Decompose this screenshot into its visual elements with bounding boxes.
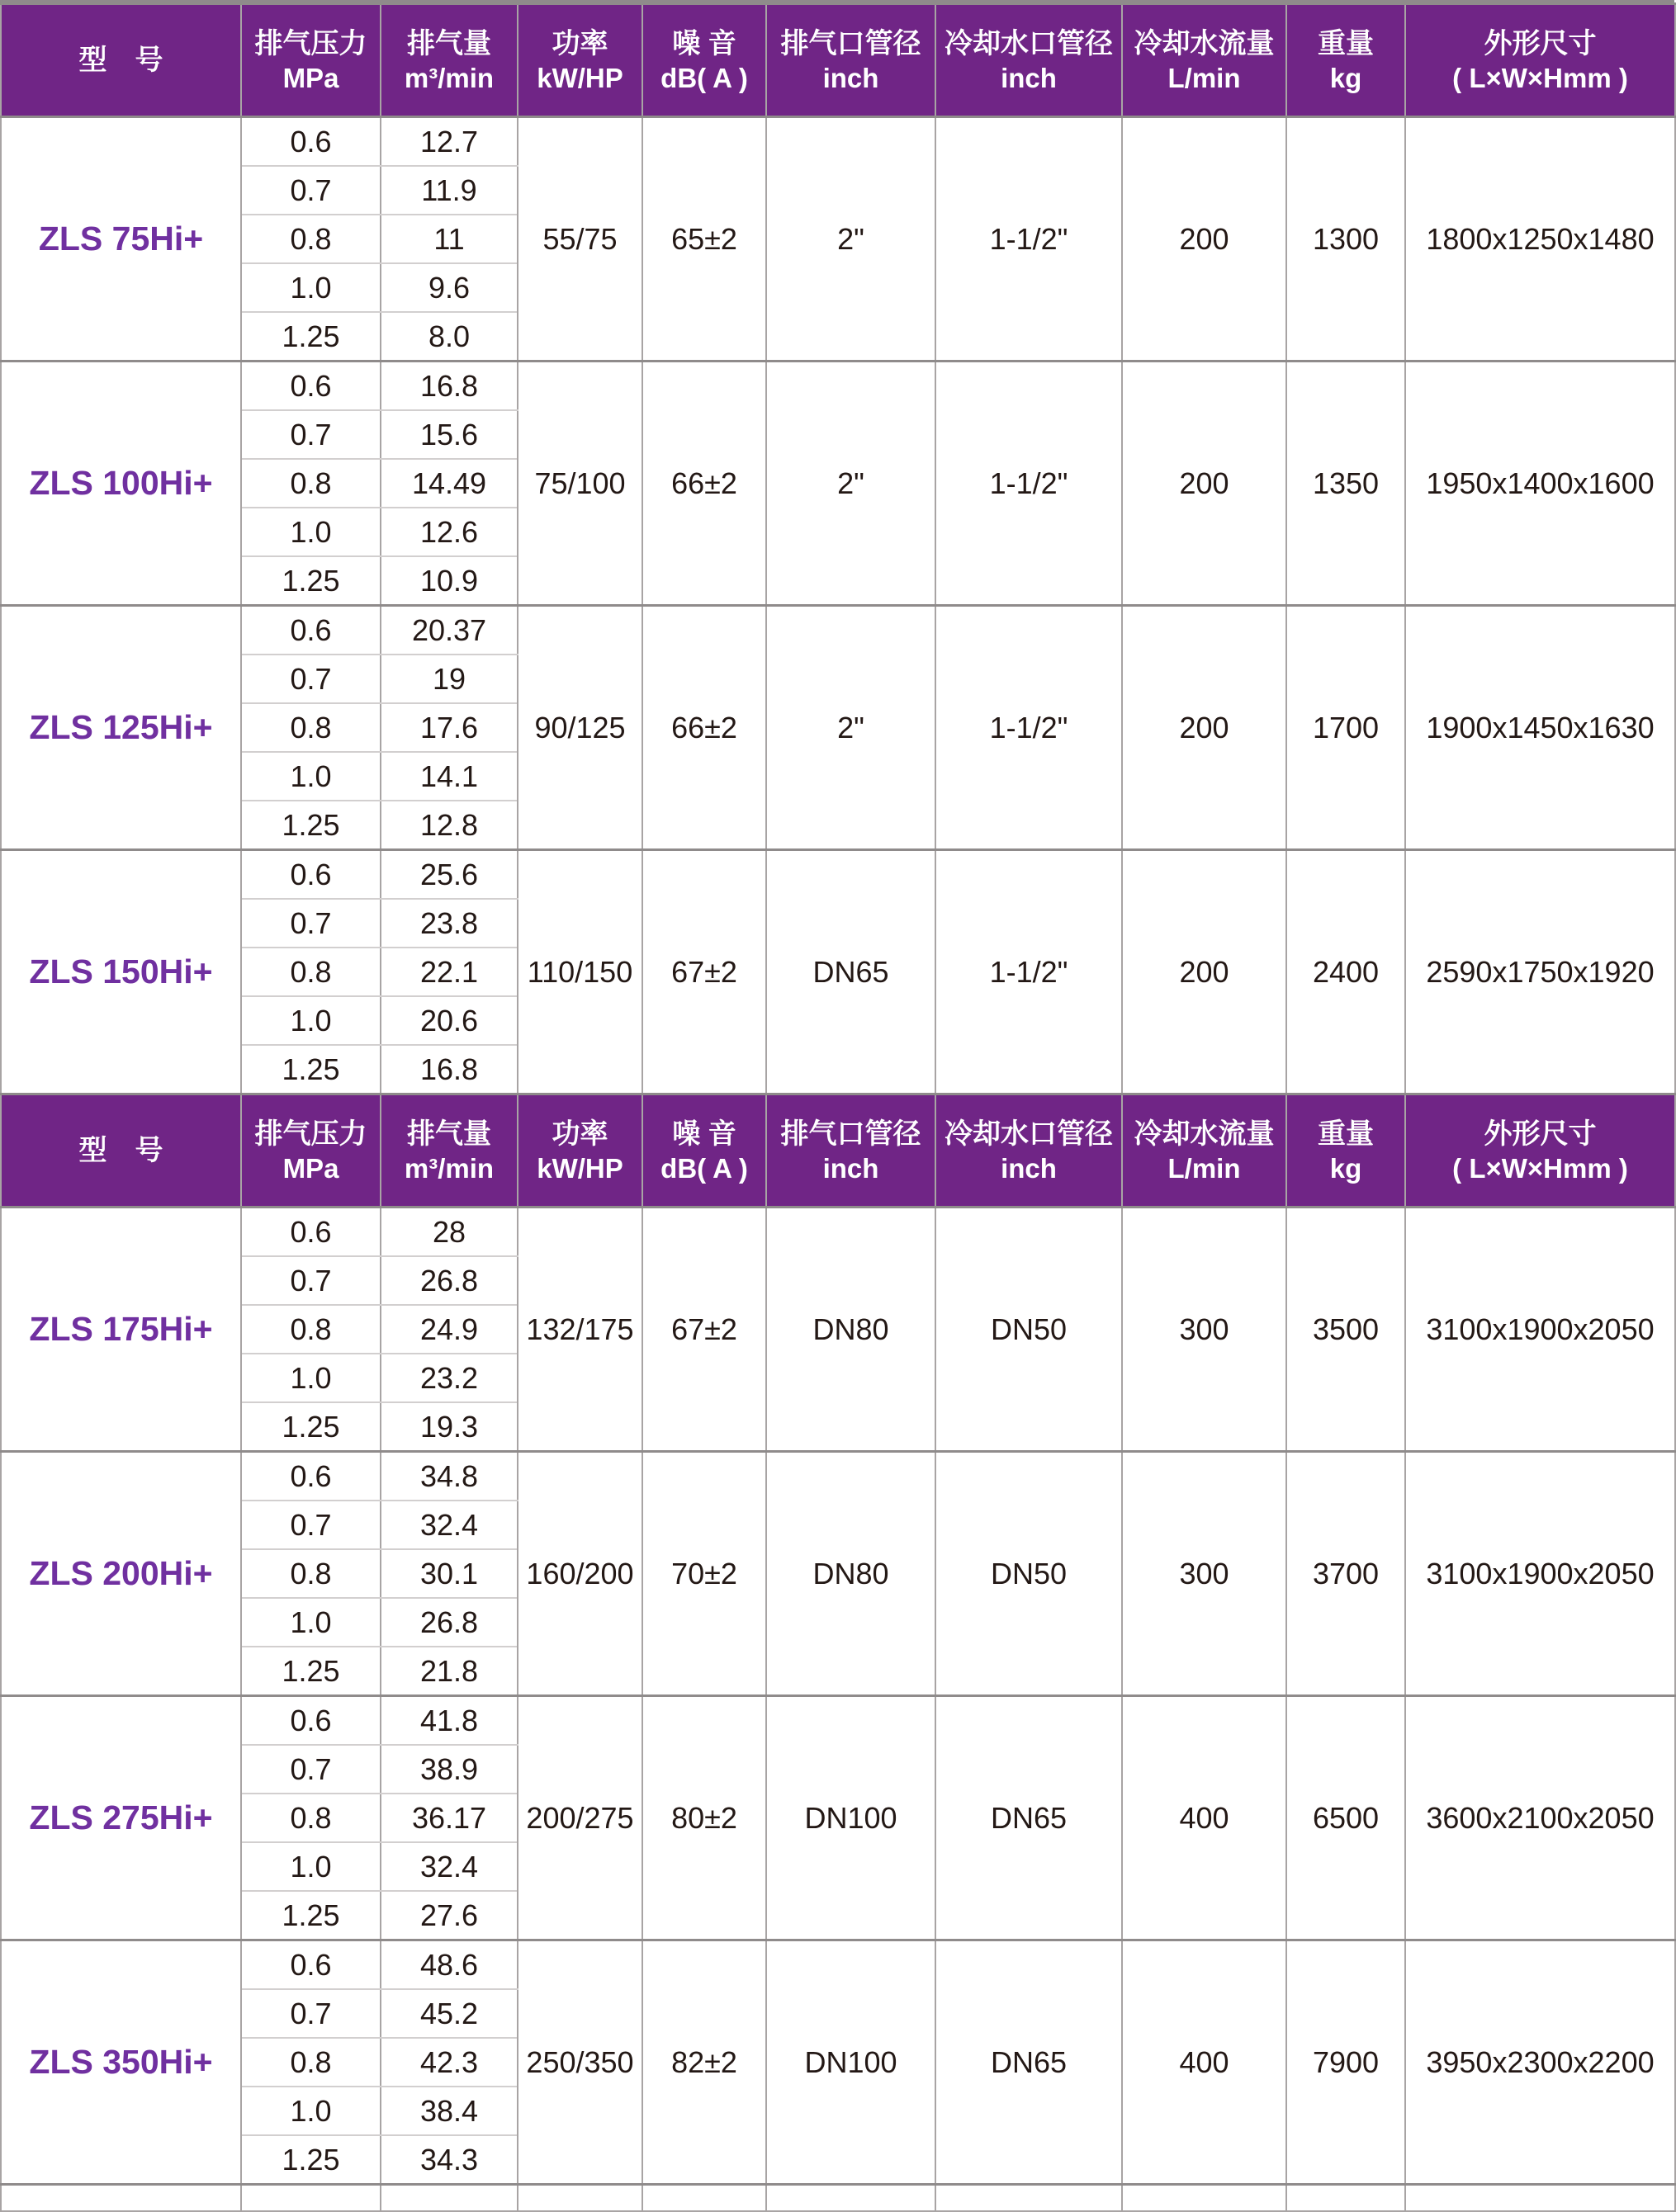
noise-cell: 67±2 [642,1208,766,1452]
power-cell: 250/350 [518,1940,642,2185]
weight-cell: 1300 [1286,117,1405,362]
flow-cell: 9.6 [381,263,518,312]
pressure-cell: 1.0 [241,1598,381,1647]
column-header-4 [642,4,766,117]
noise-cell: 80±2 [642,1696,766,1940]
flow-cell: 12.6 [381,508,518,556]
pressure-cell: 0.8 [241,1549,381,1598]
stub-cell [1405,2185,1675,2212]
column-header-zh: 型 号 [78,44,163,76]
cooling-flow-cell: 200 [1122,362,1286,606]
dimensions-cell: 3600x2100x2050 [1405,1696,1675,1940]
noise-cell: 70±2 [642,1452,766,1696]
column-header-en: m³/min [404,1153,495,1184]
outlet-diameter-cell: DN100 [766,1696,935,1940]
dimensions-cell: 3100x1900x2050 [1405,1452,1675,1696]
pressure-cell: 0.7 [241,1745,381,1794]
column-header-zh: 排气口管径 [780,1118,921,1151]
cooling-port-diameter-cell: 1-1/2" [935,606,1122,850]
pressure-cell: 1.25 [241,556,381,606]
flow-cell: 32.4 [381,1501,518,1549]
column-header-zh: 排气压力 [254,1118,367,1151]
noise-cell: 67±2 [642,850,766,1094]
cooling-port-diameter-cell: DN50 [935,1452,1122,1696]
column-header-en: dB( A ) [660,1153,748,1184]
column-header-zh: 重量 [1318,28,1374,60]
column-header-en: kW/HP [537,1153,623,1184]
column-header-en: kW/HP [537,63,623,94]
pressure-cell: 0.6 [241,850,381,900]
model-cell: ZLS 275Hi+ [1,1696,241,1940]
pressure-cell: 0.7 [241,1989,381,2038]
column-header-en: ( L×W×Hmm ) [1452,63,1628,94]
pressure-cell: 0.6 [241,362,381,411]
header-row [1,1094,1675,1208]
cooling-port-diameter-cell: DN65 [935,1696,1122,1940]
cooling-flow-cell: 200 [1122,117,1286,362]
column-header-1 [241,4,381,117]
pressure-cell: 0.6 [241,1452,381,1501]
column-header-en: inch [822,1153,879,1184]
weight-cell: 7900 [1286,1940,1405,2185]
weight-cell: 2400 [1286,850,1405,1094]
pressure-cell: 0.7 [241,655,381,703]
column-header-2 [381,4,518,117]
pressure-cell: 0.8 [241,1305,381,1354]
column-header-7 [1122,1094,1286,1208]
pressure-cell: 1.0 [241,2087,381,2135]
stub-cell [241,2185,381,2212]
stub-cell [766,2185,935,2212]
pressure-cell: 1.25 [241,1402,381,1452]
cooling-flow-cell: 200 [1122,606,1286,850]
pressure-cell: 0.7 [241,899,381,948]
column-header-3 [518,4,642,117]
column-header-9 [1405,1094,1675,1208]
outlet-diameter-cell: 2" [766,117,935,362]
cooling-flow-cell: 400 [1122,1696,1286,1940]
dimensions-cell: 1800x1250x1480 [1405,117,1675,362]
flow-cell: 36.17 [381,1794,518,1842]
dimensions-cell: 1900x1450x1630 [1405,606,1675,850]
pressure-cell: 0.7 [241,1501,381,1549]
column-header-en: MPa [282,1153,339,1184]
weight-cell: 6500 [1286,1696,1405,1940]
stub-cell [1286,2185,1405,2212]
spec-row [1,850,1675,900]
flow-cell: 19.3 [381,1402,518,1452]
flow-cell: 42.3 [381,2038,518,2087]
column-header-zh: 冷却水口管径 [945,1118,1113,1151]
spec-row [1,1452,1675,1501]
dimensions-cell: 3950x2300x2200 [1405,1940,1675,2185]
outlet-diameter-cell: 2" [766,362,935,606]
flow-cell: 30.1 [381,1549,518,1598]
outlet-diameter-cell: DN100 [766,1940,935,2185]
column-header-zh: 外形尺寸 [1484,28,1597,60]
column-header-4 [642,1094,766,1208]
pressure-cell: 1.0 [241,508,381,556]
column-header-zh: 排气量 [407,1118,491,1151]
model-cell: ZLS 100Hi+ [1,362,241,606]
pressure-cell: 1.25 [241,2135,381,2185]
column-header-1 [241,1094,381,1208]
column-header-2 [381,1094,518,1208]
flow-cell: 15.6 [381,410,518,459]
column-header-en: MPa [282,63,339,94]
column-header-zh: 排气压力 [254,28,367,60]
power-cell: 132/175 [518,1208,642,1452]
column-header-en: inch [1001,1153,1057,1184]
weight-cell: 3700 [1286,1452,1405,1696]
header-row [1,4,1675,117]
power-cell: 110/150 [518,850,642,1094]
flow-cell: 14.1 [381,752,518,801]
model-cell: ZLS 175Hi+ [1,1208,241,1452]
model-cell: ZLS 75Hi+ [1,117,241,362]
outlet-diameter-cell: DN80 [766,1208,935,1452]
flow-cell: 16.8 [381,362,518,411]
model-cell: ZLS 200Hi+ [1,1452,241,1696]
column-header-zh: 重量 [1318,1118,1374,1151]
weight-cell: 1350 [1286,362,1405,606]
pressure-cell: 0.8 [241,703,381,752]
flow-cell: 28 [381,1208,518,1257]
flow-cell: 45.2 [381,1989,518,2038]
column-header-0 [1,4,241,117]
flow-cell: 22.1 [381,948,518,996]
flow-cell: 26.8 [381,1598,518,1647]
spec-row [1,362,1675,411]
stub-row [1,2185,1675,2212]
outlet-diameter-cell: 2" [766,606,935,850]
outlet-diameter-cell: DN65 [766,850,935,1094]
column-header-0 [1,1094,241,1208]
spec-row [1,117,1675,167]
stub-cell [935,2185,1122,2212]
model-cell: ZLS 150Hi+ [1,850,241,1094]
outlet-diameter-cell: DN80 [766,1452,935,1696]
flow-cell: 26.8 [381,1256,518,1305]
flow-cell: 20.6 [381,996,518,1045]
dimensions-cell: 3100x1900x2050 [1405,1208,1675,1452]
weight-cell: 3500 [1286,1208,1405,1452]
pressure-cell: 1.25 [241,312,381,362]
column-header-zh: 型 号 [78,1134,163,1166]
column-header-zh: 噪 音 [672,1118,736,1151]
flow-cell: 19 [381,655,518,703]
model-cell: ZLS 125Hi+ [1,606,241,850]
flow-cell: 34.8 [381,1452,518,1501]
power-cell: 55/75 [518,117,642,362]
column-header-zh: 排气口管径 [780,28,921,60]
cooling-port-diameter-cell: DN65 [935,1940,1122,2185]
stub-cell [381,2185,518,2212]
column-header-zh: 外形尺寸 [1484,1118,1597,1151]
column-header-7 [1122,4,1286,117]
noise-cell: 65±2 [642,117,766,362]
column-header-3 [518,1094,642,1208]
flow-cell: 11.9 [381,166,518,215]
cooling-port-diameter-cell: 1-1/2" [935,117,1122,362]
column-header-en: inch [1001,63,1057,94]
column-header-zh: 功率 [552,28,608,60]
cooling-port-diameter-cell: 1-1/2" [935,850,1122,1094]
noise-cell: 82±2 [642,1940,766,2185]
cooling-flow-cell: 300 [1122,1452,1286,1696]
model-cell: ZLS 350Hi+ [1,1940,241,2185]
pressure-cell: 1.0 [241,1354,381,1402]
spec-row [1,1696,1675,1746]
pressure-cell: 0.8 [241,1794,381,1842]
flow-cell: 25.6 [381,850,518,900]
column-header-6 [935,4,1122,117]
pressure-cell: 0.7 [241,1256,381,1305]
pressure-cell: 1.25 [241,801,381,850]
pressure-cell: 0.7 [241,410,381,459]
stub-cell [1,2185,241,2212]
column-header-zh: 噪 音 [672,28,736,60]
spec-row [1,606,1675,655]
spec-row [1,1208,1675,1257]
column-header-en: kg [1329,63,1362,94]
cooling-port-diameter-cell: 1-1/2" [935,362,1122,606]
spec-table [0,2,1676,2212]
column-header-zh: 排气量 [407,28,491,60]
pressure-cell: 0.6 [241,1208,381,1257]
flow-cell: 21.8 [381,1647,518,1696]
power-cell: 75/100 [518,362,642,606]
pressure-cell: 1.0 [241,996,381,1045]
stub-cell [1122,2185,1286,2212]
pressure-cell: 0.8 [241,459,381,508]
noise-cell: 66±2 [642,606,766,850]
column-header-en: ( L×W×Hmm ) [1452,1153,1628,1184]
flow-cell: 12.7 [381,117,518,167]
pressure-cell: 1.0 [241,1842,381,1891]
column-header-zh: 冷却水流量 [1134,1118,1275,1151]
pressure-cell: 0.6 [241,1696,381,1746]
pressure-cell: 0.8 [241,215,381,263]
spec-row [1,1940,1675,1990]
flow-cell: 38.4 [381,2087,518,2135]
column-header-en: L/min [1167,1153,1241,1184]
flow-cell: 48.6 [381,1940,518,1990]
stub-cell [642,2185,766,2212]
pressure-cell: 0.7 [241,166,381,215]
column-header-zh: 功率 [552,1118,608,1151]
power-cell: 90/125 [518,606,642,850]
pressure-cell: 0.6 [241,117,381,167]
column-header-en: dB( A ) [660,63,748,94]
column-header-zh: 冷却水流量 [1134,28,1275,60]
cooling-port-diameter-cell: DN50 [935,1208,1122,1452]
cooling-flow-cell: 300 [1122,1208,1286,1452]
pressure-cell: 0.6 [241,606,381,655]
power-cell: 200/275 [518,1696,642,1940]
column-header-5 [766,4,935,117]
pressure-cell: 1.25 [241,1891,381,1940]
pressure-cell: 1.25 [241,1647,381,1696]
cooling-flow-cell: 400 [1122,1940,1286,2185]
flow-cell: 23.2 [381,1354,518,1402]
column-header-en: L/min [1167,63,1241,94]
column-header-6 [935,1094,1122,1208]
stub-cell [518,2185,642,2212]
flow-cell: 38.9 [381,1745,518,1794]
column-header-en: inch [822,63,879,94]
flow-cell: 32.4 [381,1842,518,1891]
column-header-9 [1405,4,1675,117]
column-header-en: kg [1329,1153,1362,1184]
flow-cell: 17.6 [381,703,518,752]
flow-cell: 24.9 [381,1305,518,1354]
dimensions-cell: 1950x1400x1600 [1405,362,1675,606]
power-cell: 160/200 [518,1452,642,1696]
noise-cell: 66±2 [642,362,766,606]
column-header-5 [766,1094,935,1208]
column-header-8 [1286,1094,1405,1208]
pressure-cell: 0.6 [241,1940,381,1990]
column-header-8 [1286,4,1405,117]
flow-cell: 11 [381,215,518,263]
flow-cell: 41.8 [381,1696,518,1746]
column-header-en: m³/min [404,63,495,94]
flow-cell: 34.3 [381,2135,518,2185]
pressure-cell: 1.0 [241,263,381,312]
flow-cell: 23.8 [381,899,518,948]
flow-cell: 8.0 [381,312,518,362]
column-header-zh: 冷却水口管径 [945,28,1113,60]
flow-cell: 16.8 [381,1045,518,1094]
flow-cell: 20.37 [381,606,518,655]
pressure-cell: 1.0 [241,752,381,801]
flow-cell: 10.9 [381,556,518,606]
flow-cell: 27.6 [381,1891,518,1940]
weight-cell: 1700 [1286,606,1405,850]
flow-cell: 14.49 [381,459,518,508]
cooling-flow-cell: 200 [1122,850,1286,1094]
pressure-cell: 1.25 [241,1045,381,1094]
pressure-cell: 0.8 [241,948,381,996]
dimensions-cell: 2590x1750x1920 [1405,850,1675,1094]
pressure-cell: 0.8 [241,2038,381,2087]
flow-cell: 12.8 [381,801,518,850]
